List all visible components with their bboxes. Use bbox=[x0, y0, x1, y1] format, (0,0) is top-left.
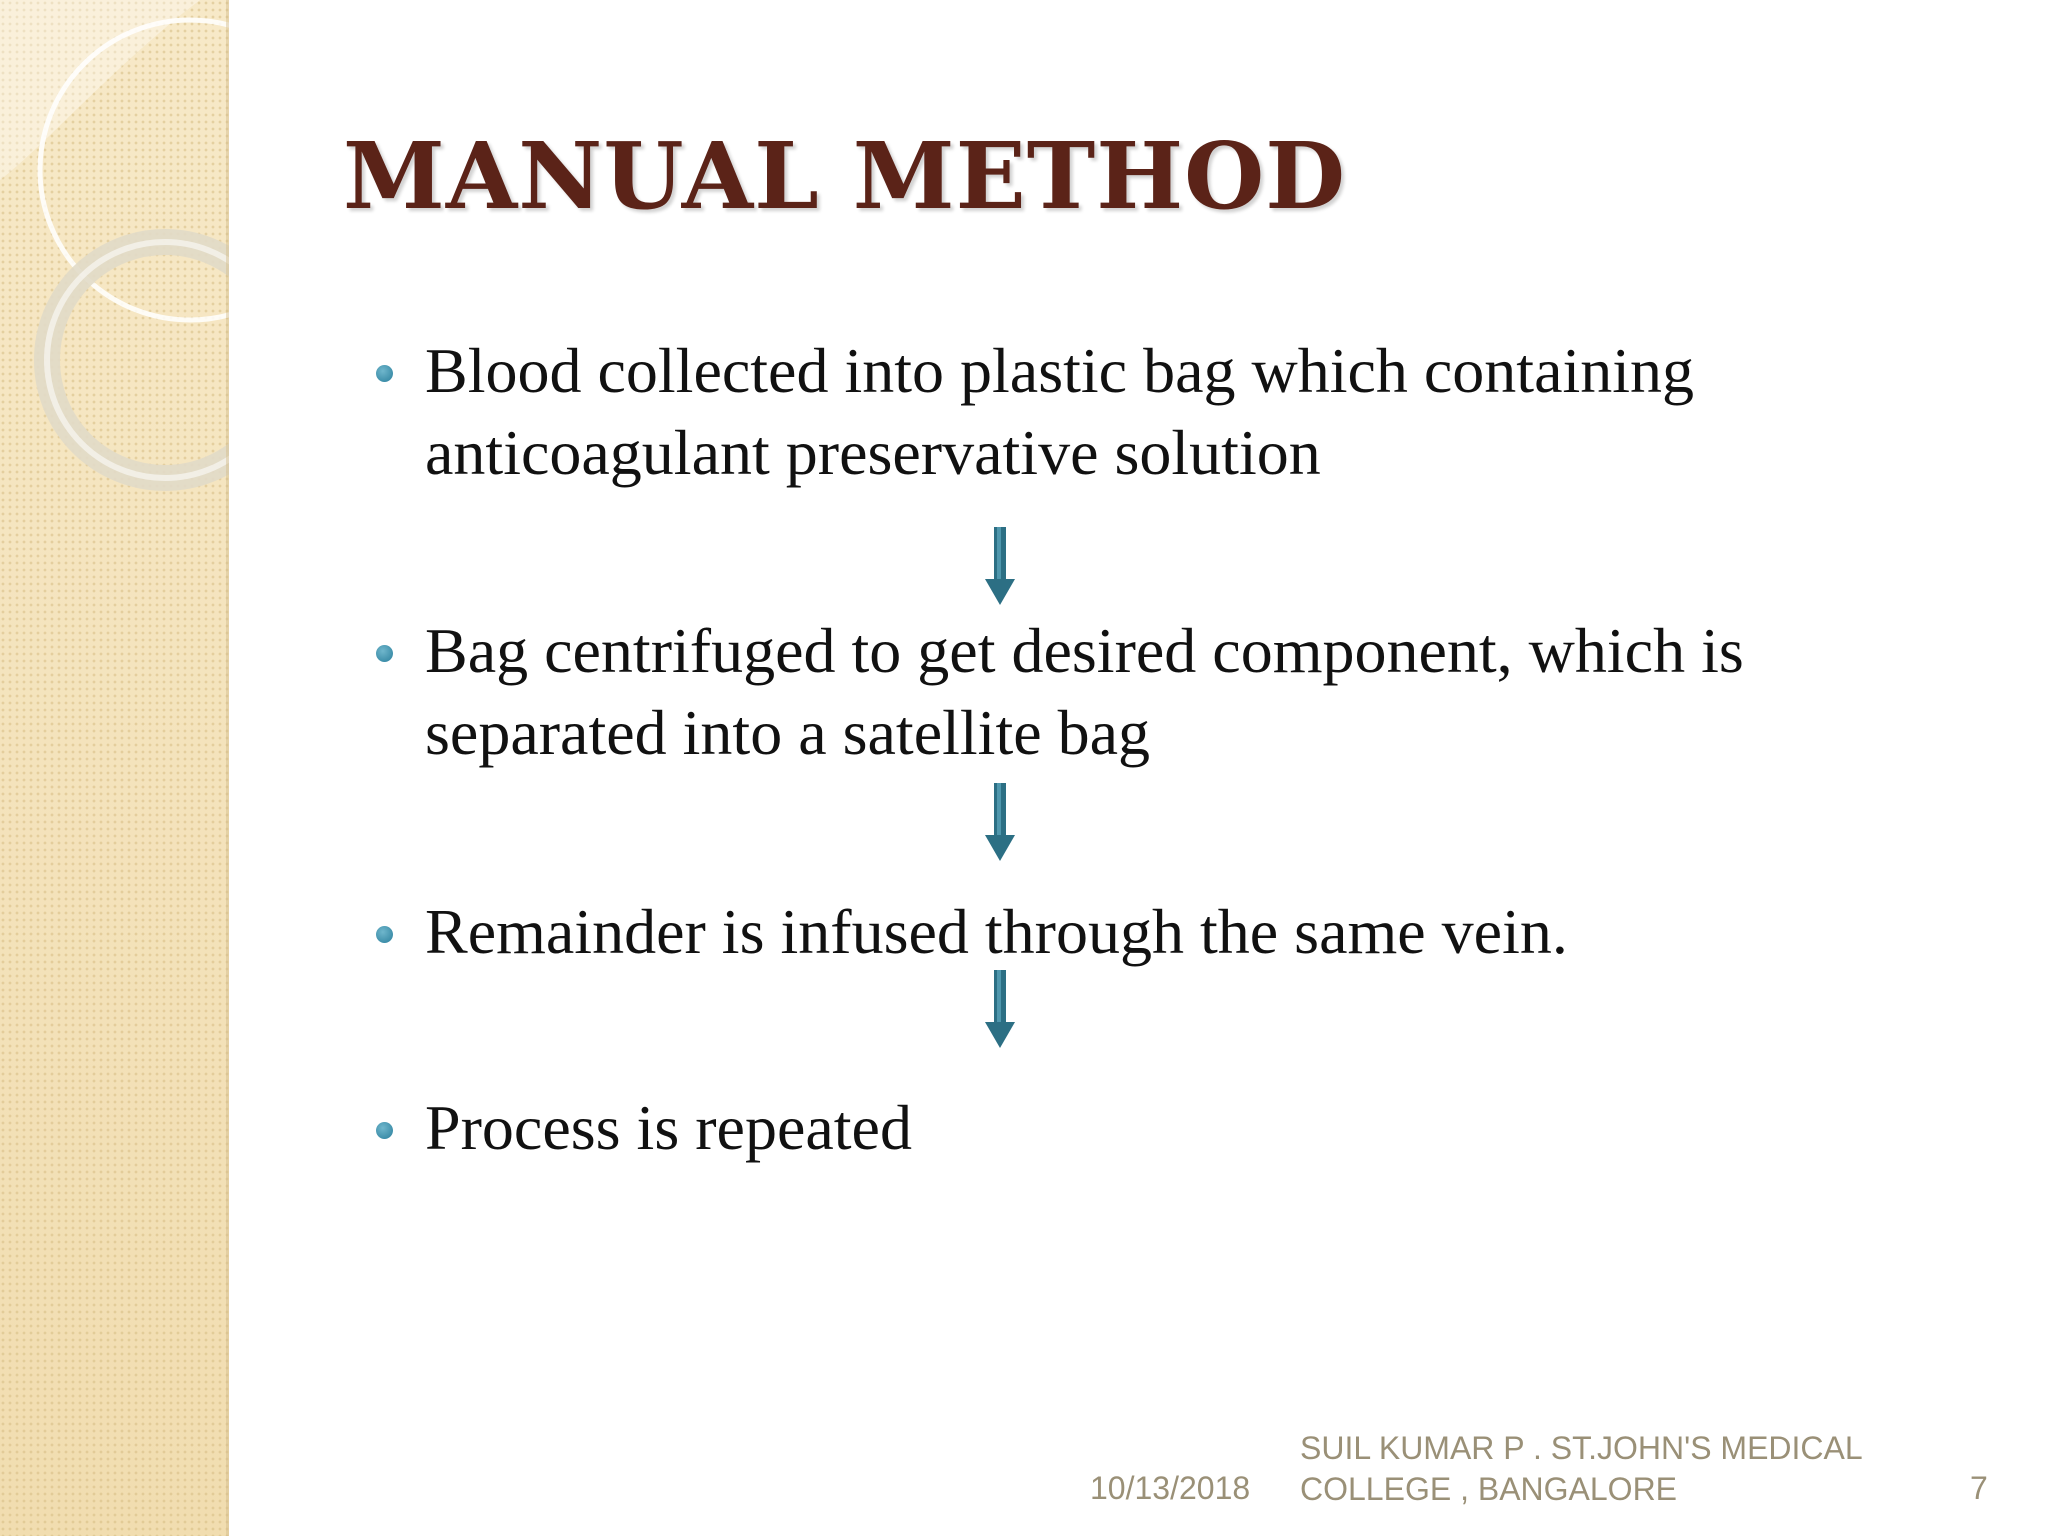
list-item-2: Bag centrifuged to get desired component, which is separated into a satellite bag bbox=[425, 615, 1744, 768]
footer-author: SUIL KUMAR P . ST.JOHN'S MEDICAL COLLEGE , BANGALORE bbox=[1300, 1430, 1862, 1507]
bullet-icon bbox=[368, 357, 400, 389]
bullet-icon bbox=[368, 637, 400, 669]
down-arrow-icon bbox=[985, 970, 1015, 1048]
page-number: 7 bbox=[1970, 1470, 1988, 1506]
footer-date: 10/13/2018 bbox=[1090, 1470, 1251, 1506]
bullet-icon bbox=[368, 1114, 400, 1146]
bullet-icon bbox=[368, 918, 400, 950]
slide-title: MANUAL METHOD bbox=[343, 122, 1347, 230]
list-item-3: Remainder is infused through the same vein. bbox=[425, 896, 1568, 967]
list-item-1: Blood collected into plastic bag which containing anticoagulant preservative solution bbox=[425, 335, 1695, 488]
down-arrow-icon bbox=[985, 783, 1015, 861]
list-item-4: Process is repeated bbox=[425, 1092, 912, 1163]
down-arrow-icon bbox=[985, 527, 1015, 605]
decorative-side-panel bbox=[0, 0, 229, 1536]
decorative-rings-icon bbox=[0, 0, 229, 500]
